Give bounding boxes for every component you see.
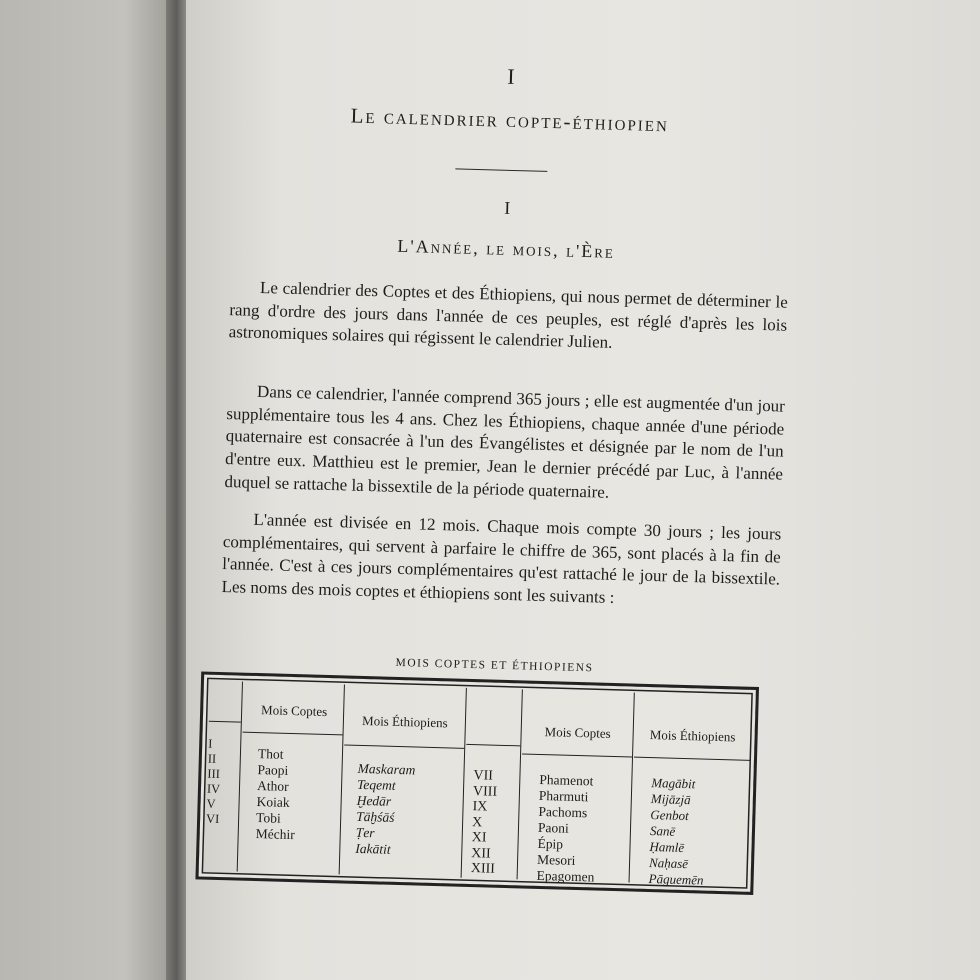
coptic-month: Paoni [537, 819, 569, 836]
ethiopian-month: Ṭer [355, 824, 375, 841]
numeral: V [206, 796, 216, 811]
paragraph-3: L'année est divisée en 12 mois. Chaque mois compte 30 jours ; les jours complémentaires, qui servent à parfaire le chiffre de 365, sont placés à la fin de l'année. C'est à ces jours complémentaires qu'est rattaché le jour de la bissextile. Les noms des mois coptes et éthiopiens sont les suivants : [221, 509, 782, 608]
header-rule [634, 757, 750, 761]
ethiopian-month: Iakātit [355, 840, 391, 857]
coptic-month: Épip [537, 835, 564, 852]
ethiopian-month: Mijāzjā [650, 791, 691, 808]
coptic-month: Thot [257, 746, 284, 762]
coptic-month: Phamenot [539, 771, 594, 789]
ethiopian-month: Ḫedār [356, 792, 392, 809]
column-rule [629, 693, 635, 883]
ethiopian-months-left [355, 761, 415, 859]
coptic-month: Koiak [256, 794, 290, 810]
coptic-months-right [536, 772, 597, 886]
column-rule [237, 682, 243, 872]
coptic-month: Epagomen [536, 867, 595, 885]
numeral: III [207, 766, 221, 782]
header-rule [243, 732, 343, 736]
numeral: XI [471, 830, 487, 846]
numeral: II [207, 751, 217, 766]
numeral: XII [471, 845, 491, 862]
right-page [186, 0, 980, 980]
coptic-month: Tobi [255, 810, 281, 826]
coptic-month: Mesori [536, 851, 576, 868]
numeral: I [208, 736, 213, 751]
header-coptic-right: Mois Coptes [544, 724, 611, 741]
paragraph-1: Le calendrier des Coptes et des Éthiopiens, qui nous permet de déterminer le rang d'ordre des jours dans l'année de ces peuples, est réglé d'après les lois astronomiques solaires qui régissent le calendrier Julien. [228, 277, 789, 353]
ethiopian-month: Ḥamlē [649, 839, 685, 856]
header-coptic-left: Mois Coptes [260, 702, 328, 719]
ethiopian-month: Pāguemēn [648, 871, 704, 888]
coptic-month: Méchir [255, 826, 295, 843]
numeral: VI [205, 811, 220, 827]
coptic-month: Pachoms [538, 803, 588, 821]
paragraph-2: Dans ce calendrier, l'année comprend 365 jours ; elle est augmentée d'un jour supplémentaire tous les 4 ans. Chez les Éthiopiens, chaque année d'une période quaternaire est consacrée à l'un des Évangélistes et désignée par le nom de l'un d'entre eux. Matthieu est le premier, Jean le dernier précédé par Luc, à l'année duquel se rattache la bissextile de la période quaternaire. [224, 381, 786, 502]
coptic-months-left [255, 746, 297, 843]
header-rule [522, 753, 632, 757]
ethiopian-month: Genbot [650, 807, 689, 824]
ethiopian-month: Maskaram [357, 760, 416, 778]
left-page [0, 0, 178, 980]
chapter-number: I [506, 63, 515, 89]
header-rule [466, 744, 520, 747]
page-content [205, 0, 796, 888]
header-rule [209, 721, 241, 723]
ethiopian-month: Teqemt [356, 776, 396, 793]
table-caption: MOIS COPTES ET ÉTHIOPIENS [395, 656, 594, 675]
ethiopian-month: Sanē [649, 823, 676, 839]
section-number: I [504, 197, 511, 218]
months-table [195, 671, 759, 894]
ethiopian-months-right [648, 775, 706, 888]
numeral: IX [472, 799, 488, 815]
coptic-month: Athor [256, 778, 289, 794]
numerals-left [206, 737, 222, 827]
numeral: VII [473, 768, 494, 784]
numeral: XIII [470, 861, 496, 877]
header-ethiopian-left: Mois Éthiopiens [361, 712, 448, 731]
section-title: L'Année, le mois, l'Ère [397, 235, 616, 262]
ethiopian-month: Naḥasē [648, 855, 689, 872]
ethiopian-month: Tāḫśāś [356, 808, 395, 825]
coptic-month: Paopi [257, 762, 289, 778]
chapter-title: Le calendrier copte-éthiopien [350, 103, 670, 137]
numeral: X [471, 814, 483, 830]
coptic-month: Pharmuti [538, 787, 589, 805]
ethiopian-month: Magābit [651, 775, 696, 792]
header-rule [344, 744, 464, 748]
numerals-right [471, 768, 498, 877]
column-rule [517, 689, 523, 879]
numeral: IV [206, 781, 221, 797]
header-ethiopian-right: Mois Éthiopiens [649, 727, 736, 745]
numeral: VIII [472, 783, 498, 800]
title-divider [455, 168, 547, 172]
